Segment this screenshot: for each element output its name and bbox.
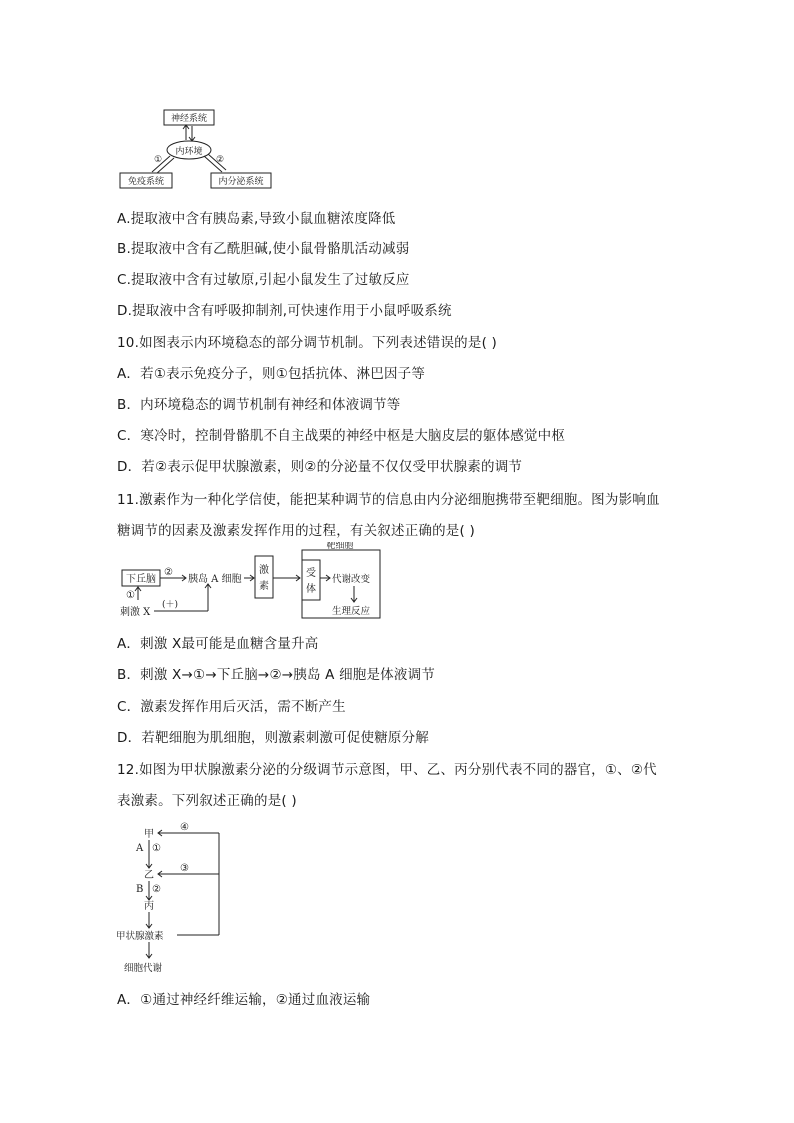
label-cell-metabolism: 细胞代谢 — [124, 963, 163, 974]
mark-2-fig2: ② — [164, 567, 173, 578]
q9-option-d: D.提取液中含有呼吸抑制剂,可快速作用于小鼠呼吸系统 — [117, 303, 452, 319]
mark-4: ④ — [180, 822, 189, 833]
label-hormone-bottom: 素 — [259, 581, 269, 592]
mark-1-fig3: ① — [152, 843, 161, 854]
label-yi: 乙 — [144, 870, 154, 881]
label-target-cell: 靶细胞 — [326, 542, 354, 551]
label-islet-a-cell: 胰岛 A 细胞 — [188, 574, 242, 585]
q9-option-a: A.提取液中含有胰岛素,导致小鼠血糖浓度降低 — [117, 211, 396, 227]
q11-option-b: B．刺激 X→①→下丘脑→②→胰岛 A 细胞是体液调节 — [117, 667, 435, 683]
q11-option-a: A．刺激 X最可能是血糖含量升高 — [117, 636, 319, 652]
label-jia: 甲 — [144, 829, 154, 840]
label-receptor-top: 受 — [306, 568, 316, 579]
q11-stem-line1: 11.激素作为一种化学信使，能把某种调节的信息由内分泌细胞携带至靶细胞。图为影响血 — [117, 492, 660, 508]
q10-option-a: A．若①表示免疫分子，则①包括抗体、淋巴因子等 — [117, 366, 426, 382]
q10-option-c: C．寒冷时，控制骨骼肌不自主战栗的神经中枢是大脑皮层的躯体感觉中枢 — [117, 428, 566, 444]
q10-stem: 10.如图表示内环境稳态的部分调节机制。下列表述错误的是( ) — [117, 335, 497, 351]
q11-option-d: D．若靶细胞为肌细胞，则激素刺激可促使糖原分解 — [117, 730, 429, 746]
label-thyroid-hormone: 甲状腺激素 — [116, 931, 164, 942]
label-nervous-system: 神经系统 — [170, 114, 208, 124]
mark-2: ② — [216, 155, 225, 165]
label-promote: (＋) — [162, 600, 179, 610]
label-hormone-b: B — [136, 884, 144, 895]
label-hormone-a: A — [136, 843, 144, 854]
q12-stem-line1: 12.如图为甲状腺激素分泌的分级调节示意图，甲、乙、丙分别代表不同的器官，①、②代 — [117, 762, 657, 778]
label-immune-system: 免疫系统 — [127, 177, 165, 187]
mark-2-fig3: ② — [152, 884, 161, 895]
q11-stem-line2: 糖调节的因素及激素发挥作用的过程，有关叙述正确的是( ) — [117, 523, 475, 539]
mark-1-fig2: ① — [126, 590, 135, 601]
label-stimulus-x: 刺激 X — [120, 607, 151, 618]
label-hypothalamus: 下丘脑 — [126, 574, 156, 585]
q9-option-c: C.提取液中含有过敏原,引起小鼠发生了过敏反应 — [117, 272, 410, 288]
figure-homeostasis-regulation — [114, 104, 284, 192]
label-metabolism-change: 代谢改变 — [332, 574, 371, 585]
label-bing: 丙 — [144, 901, 154, 912]
label-receptor-bottom: 体 — [306, 584, 316, 595]
mark-3: ③ — [180, 863, 189, 874]
q9-option-b: B.提取液中含有乙酰胆碱,使小鼠骨骼肌活动减弱 — [117, 241, 410, 257]
label-endocrine-system: 内分泌系统 — [218, 177, 264, 187]
q10-option-b: B．内环境稳态的调节机制有神经和体液调节等 — [117, 397, 401, 413]
figure-thyroid-regulation — [114, 818, 234, 980]
label-hormone-top: 激 — [259, 565, 269, 576]
figure-blood-sugar-regulation — [116, 542, 390, 622]
q12-option-a: A．①通过神经纤维运输，②通过血液运输 — [117, 992, 371, 1008]
q10-option-d: D．若②表示促甲状腺激素，则②的分泌量不仅仅受甲状腺素的调节 — [117, 459, 523, 475]
label-physiological-response: 生理反应 — [332, 606, 371, 617]
q11-option-c: C．激素发挥作用后灭活，需不断产生 — [117, 699, 346, 715]
mark-1: ① — [154, 155, 163, 165]
label-internal-environment: 内环境 — [175, 147, 203, 157]
q12-stem-line2: 表激素。下列叙述正确的是( ) — [117, 793, 297, 809]
